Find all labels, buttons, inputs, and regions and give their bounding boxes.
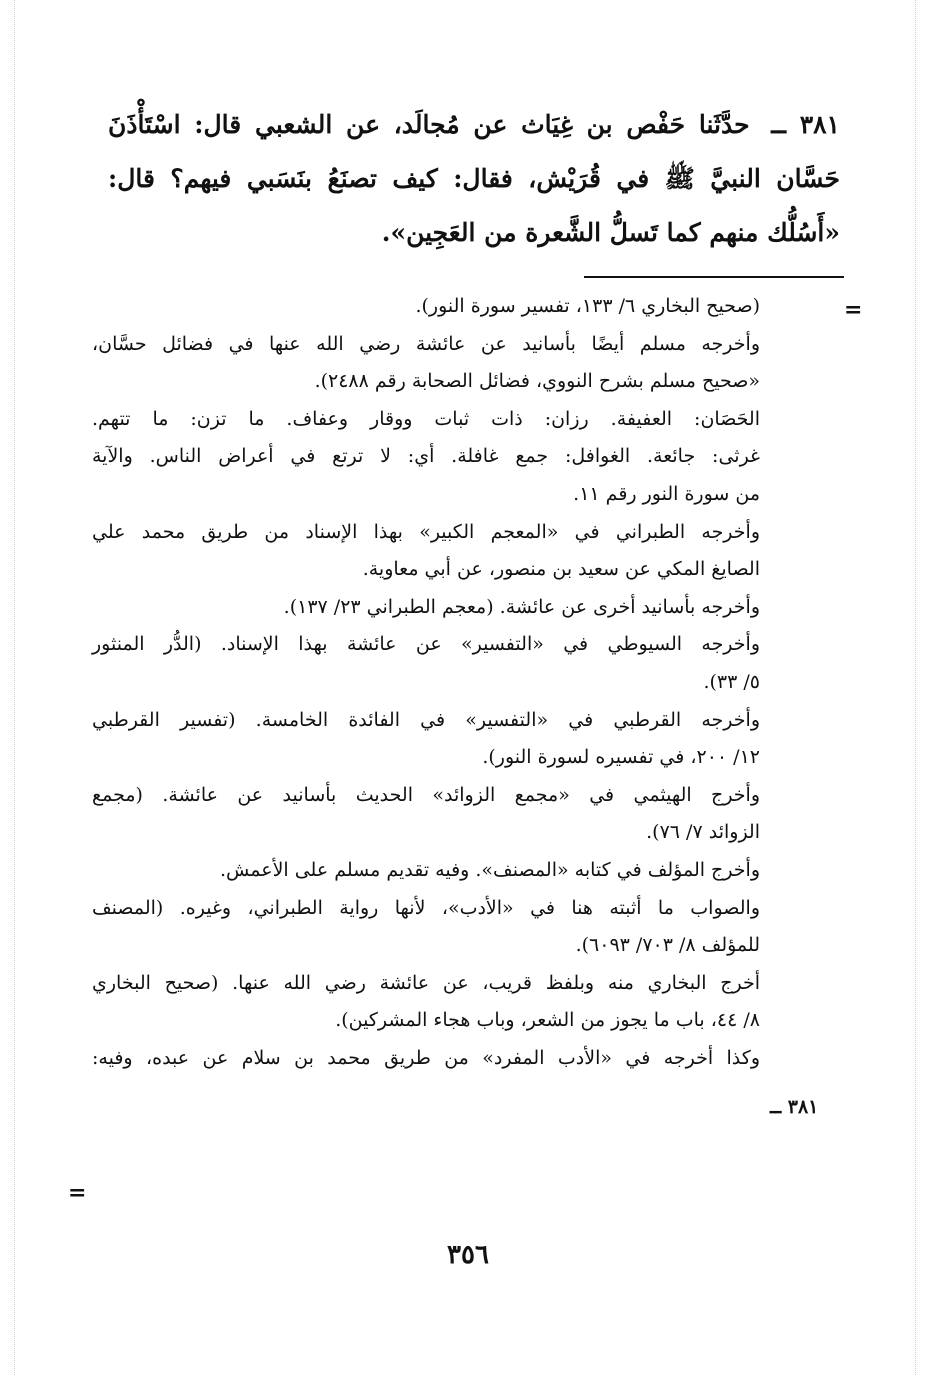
footnotes-block xyxy=(92,288,760,1077)
continuation-mark-top: = xyxy=(844,297,863,323)
note-line: وأخرجه بأسانيد أخرى عن عائشة. (معجم الطبراني ٢٣/ ١٣٧). xyxy=(283,595,760,618)
note-line: ٥/ ٣٣). xyxy=(703,670,760,693)
note-line: من سورة النور رقم ١١. xyxy=(573,482,760,505)
note-line: (صحيح البخاري ٦/ ١٣٣، تفسير سورة النور). xyxy=(415,295,760,317)
footnote-number: ٣٨١ ــ xyxy=(770,1096,819,1118)
note-line: وأخرج المؤلف في كتابه «المصنف». وفيه تقديم مسلم على الأعمش. xyxy=(219,858,760,881)
margin-guide-left xyxy=(14,0,15,1375)
note-line: «صحيح مسلم بشرح النووي، فضائل الصحابة رقم ٢٤٨٨). xyxy=(314,370,760,393)
note-line: للمؤلف ٨/ ٧٠٣/ ٦٠٩٣). xyxy=(575,934,760,957)
note-line: ١٢/ ٢٠٠، في تفسيره لسورة النور). xyxy=(482,746,760,769)
margin-guide-right xyxy=(915,0,916,1375)
continuation-mark-bottom: = xyxy=(68,1180,87,1206)
hadith-body: حدَّثَنا حَفْص بن غِيَاث عن مُجالَد، عن الشعبي قال: اسْتَأْذَنَ حَسَّان النبيَّ ﷺ في قُرَيْش، فقال: كيف تصنَعُ بنَسَبي فيهم؟ قال: «أَسُلُّك منهم كما تَسلُّ الشَّعرة من العَجِين». xyxy=(108,110,840,247)
note-line: والصواب ما أثبته هنا في «الأدب»، لأنها رواية الطبراني، وغيره. (المصنف xyxy=(92,896,760,919)
note-line: وأخرج الهيثمي في «مجمع الزوائد» الحديث بأسانيد عن عائشة. (مجمع xyxy=(92,783,760,806)
note-line: وأخرجه مسلم أيضًا بأسانيد عن عائشة رضي الله عنها في فضائل حسَّان، xyxy=(92,332,760,355)
note-line: وأخرجه الطبراني في «المعجم الكبير» بهذا الإسناد من طريق محمد علي xyxy=(92,520,760,543)
note-line: الحَصَان: العفيفة. رزان: ذات ثبات ووقار وعفاف. ما تزن: ما تتهم. xyxy=(92,407,760,430)
hadith-number: ٣٨١ ــ xyxy=(771,110,840,139)
footnote-separator-line xyxy=(584,276,844,278)
note-line: الصايغ المكي عن سعيد بن منصور، عن أبي معاوية. xyxy=(362,558,760,581)
note-line: وكذا أخرجه في «الأدب المفرد» من طريق محمد بن سلام عن عبده، وفيه: xyxy=(92,1046,760,1069)
note-line: ٨/ ٤٤، باب ما يجوز من الشعر، وباب هجاء المشركين). xyxy=(335,1009,760,1032)
page-number: ٣٥٦ xyxy=(447,1240,489,1270)
note-line: أخرج البخاري منه وبلفظ قريب، عن عائشة رضي الله عنها. (صحيح البخاري xyxy=(92,971,760,994)
note-line: غرثى: جائعة. الغوافل: جمع غافلة. أي: لا ترتع في أعراض الناس. والآية xyxy=(92,445,760,468)
main-hadith-text xyxy=(108,98,840,260)
note-line: الزوائد ٧/ ٧٦). xyxy=(646,821,760,844)
note-line: وأخرجه السيوطي في «التفسير» عن عائشة بهذا الإسناد. (الدُّر المنثور xyxy=(92,633,760,656)
note-line: وأخرجه القرطبي في «التفسير» في الفائدة الخامسة. (تفسير القرطبي xyxy=(92,708,760,731)
